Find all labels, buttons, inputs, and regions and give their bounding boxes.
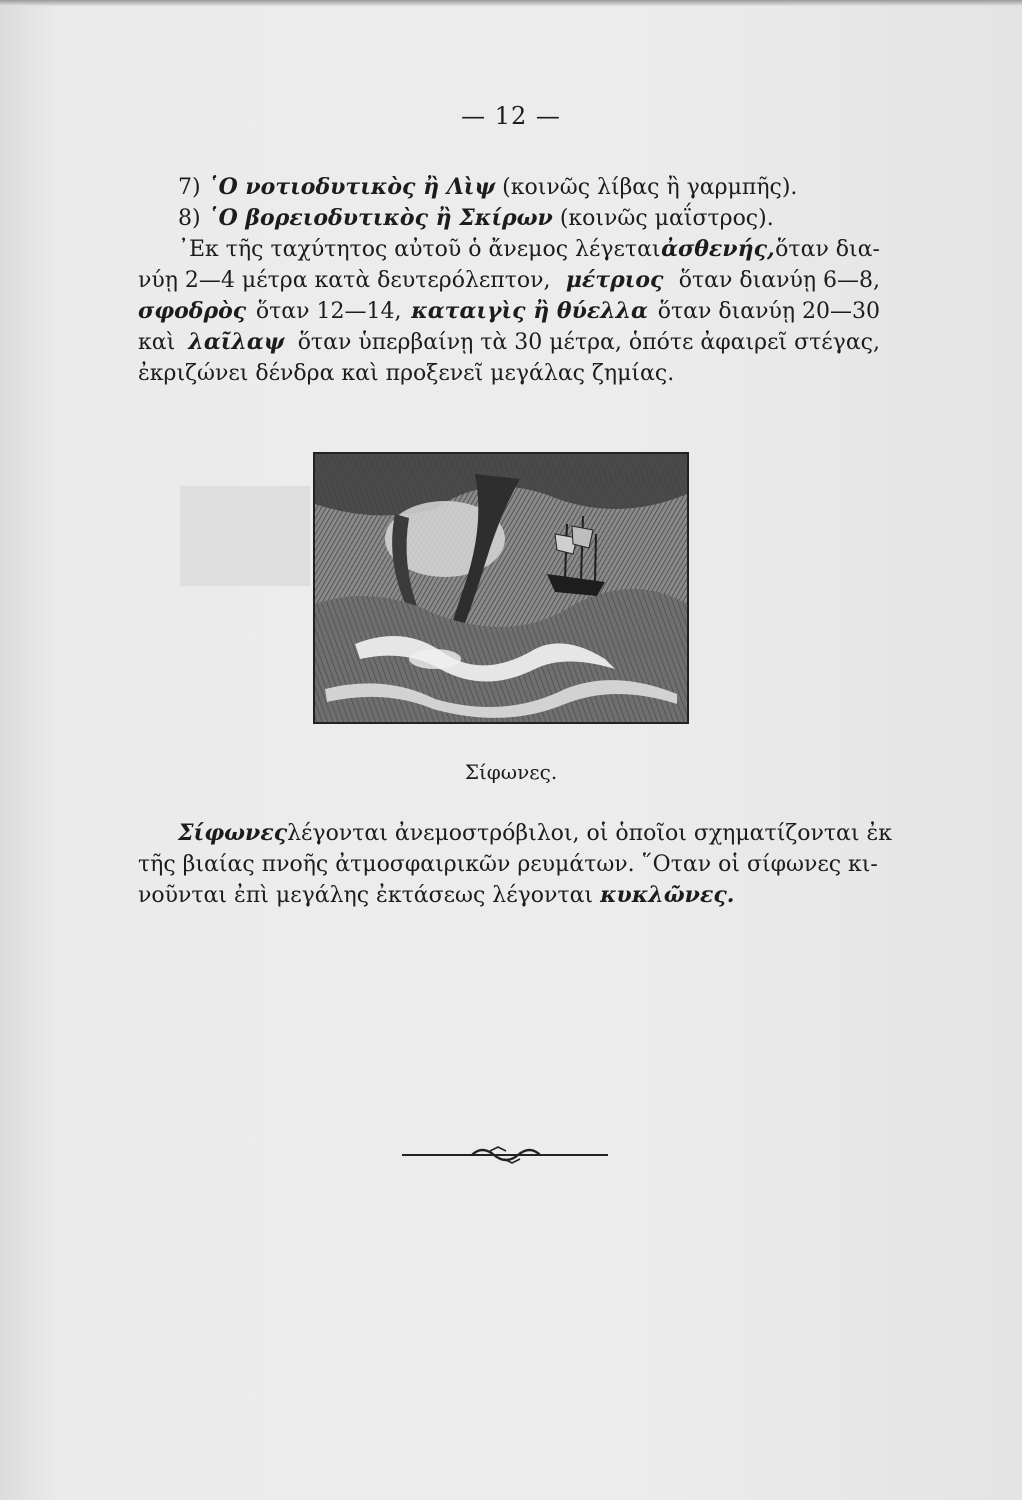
paragraph-line: νοῦνται ἐπὶ μεγάλης ἐκτάσεως λέγονται κυκλῶνες. [138,882,735,908]
speed-paragraph [138,234,880,389]
paragraph-line: νύῃ 2—4 μέτρα κατὰ δευτερόλεπτον, μέτριος ὅταν διανύῃ 6—8, [138,267,880,293]
paragraph-line: τῆς βιαίας πνοῆς ἀτμοσφαιρικῶν ρευμάτων. ῞Οταν οἱ σίφωνες κι- [138,852,878,877]
figure-caption: Σίφωνες. [464,760,558,784]
wind-list [138,172,880,234]
wind-item-7: 7) ῾Ο νοτιοδυτικὸς ἢ Λὶψ (κοινῶς λίβας ἢ γαρμπῆς). [178,174,798,200]
page-top-edge [0,0,1022,6]
section-ornament [402,1142,608,1168]
wind-item-8: 8) ῾Ο βορειοδυτικὸς ἢ Σκίρων (κοινῶς μαΐστρος). [178,205,774,231]
engraving-illustration [315,454,687,722]
paragraph-line: ἐκριζώνει δένδρα καὶ προξενεῖ μεγάλας ζημίας. [138,361,675,386]
siphon-paragraph [138,818,893,911]
wind-name-7: ῾Ο νοτιοδυτικὸς ἢ Λὶψ [207,174,496,200]
term-cyclones: κυκλῶνες. [600,882,735,908]
paragraph-line: καὶ λαῖλαψ ὅταν ὑπερβαίνῃ τὰ 30 μέτρα, ὁπότε ἀφαιρεῖ στέγας, [138,329,880,355]
paragraph-line: ᾿Εκ τῆς ταχύτητος αὐτοῦ ὁ ἄνεμος λέγεται ἀσθενής, ὅταν δια- [178,236,880,262]
spray [409,649,461,669]
waterspout-engraving [313,452,689,724]
page-number: — 12 — [461,102,561,130]
wind-name-8: ῾Ο βορειοδυτικὸς ἢ Σκίρων [207,205,553,231]
paragraph-line: σφοδρὸς ὅταν 12—14, καταιγὶς ἢ θύελλα ὅταν διανύῃ 20—30 [138,298,880,324]
bleed-through-shadow [180,486,310,586]
paragraph-line: Σίφωνες λέγονται ἀνεμοστρόβιλοι, οἱ ὁποῖοι σχηματίζονται ἐκ [138,818,880,849]
term-siphons: Σίφωνες [178,820,288,846]
